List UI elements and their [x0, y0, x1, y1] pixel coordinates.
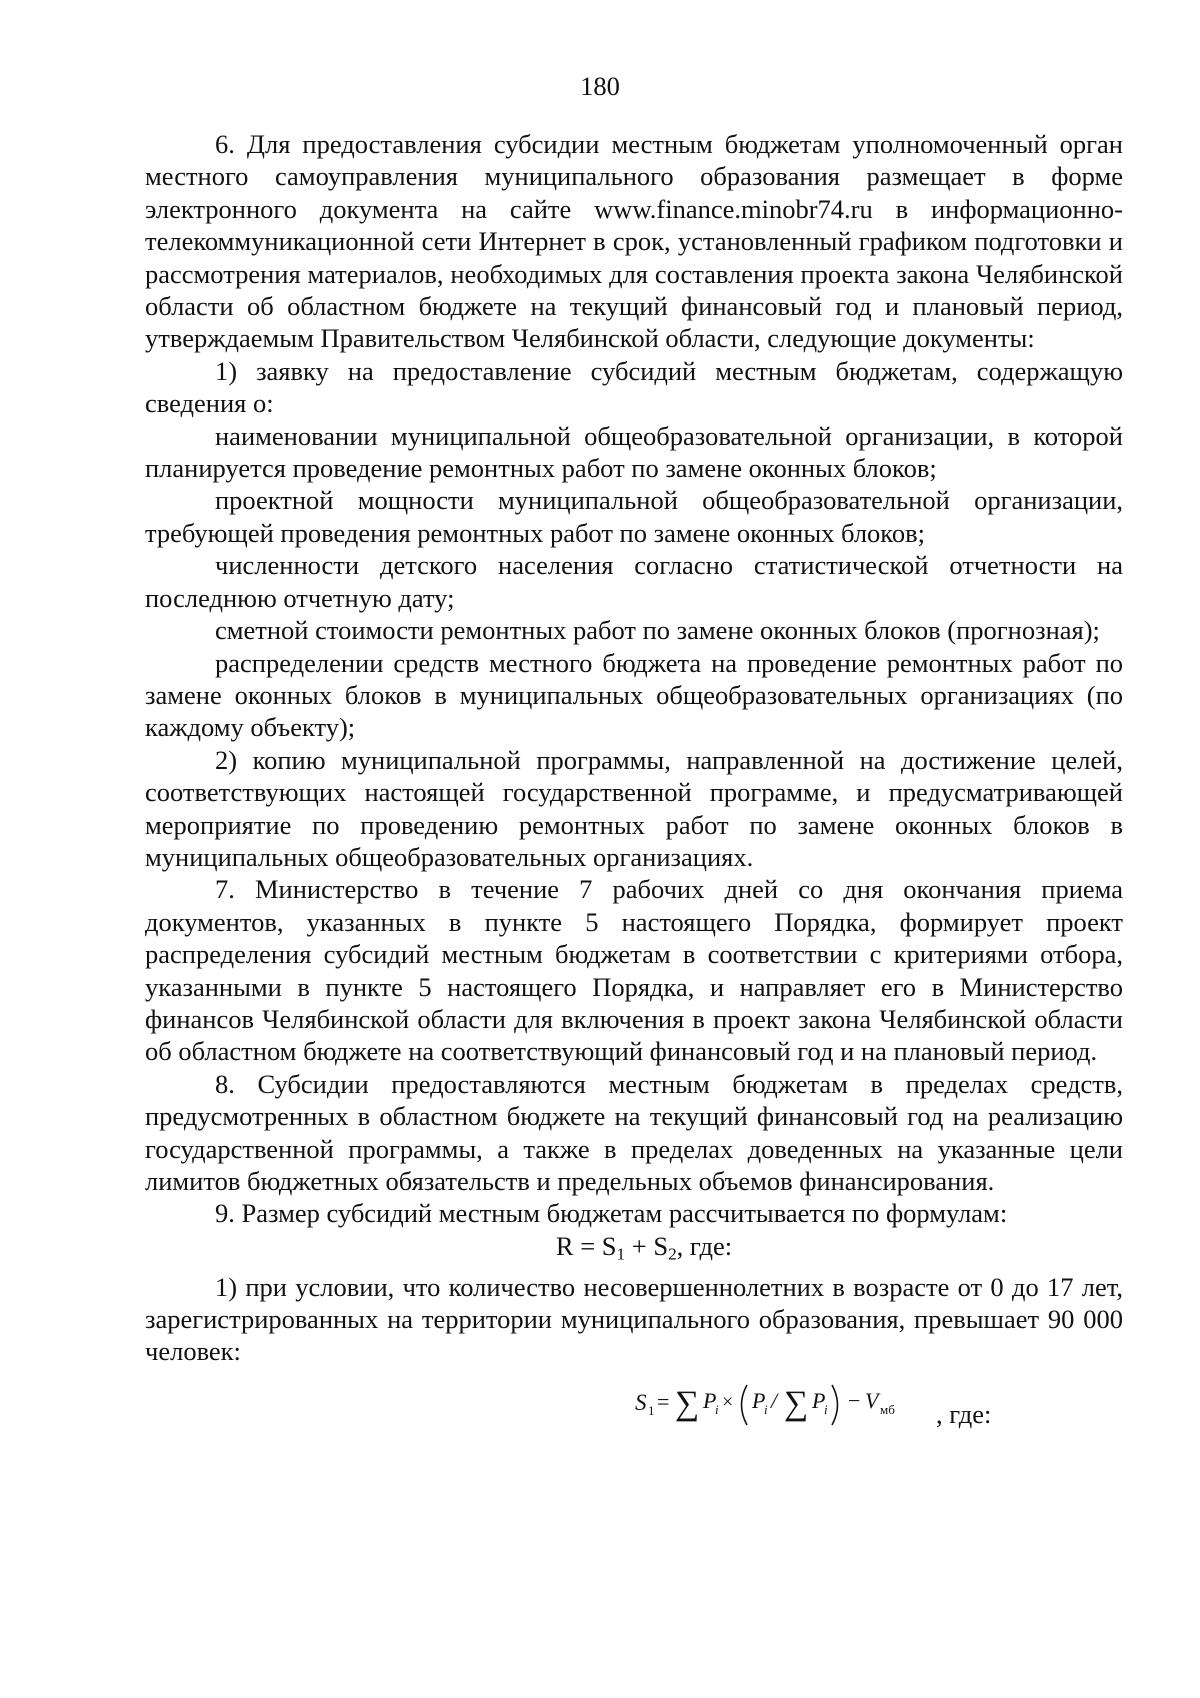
p-symbol-1: P	[703, 1387, 717, 1413]
paragraph-7: 7. Министерство в течение 7 рабочих дней со дня окончания приема документов, указанных в пункте 5 настоящего Порядка, формирует проект распределения субсидий местным бюджетам в соответствии с критериями отбора, указанными в пункте 5 настоящего Порядка, и направляет его в Министерство финансов Челябинской области для включения в проект закона Челябинской области об областном бюджете на соответствующий финансовый год и на плановый период.	[145, 874, 1123, 1067]
sum-sign-1: ∑	[675, 1384, 700, 1422]
division-slash: /	[771, 1387, 778, 1413]
v-symbol: V	[865, 1387, 879, 1413]
right-parenthesis	[832, 1385, 838, 1425]
s1-subscript: 1	[648, 1402, 655, 1418]
paragraph-item-2: 2) копию муниципальной программы, направленной на достижение целей, соответствующих настоящей государственной программе, и предусматривающей мероприятие по проведению ремонтных работ по замене оконных блоков в муниципальных общеобразовательных организациях.	[145, 744, 1123, 872]
formula-r-tail: , где:	[676, 1230, 733, 1261]
formula-r-sub2: 2	[668, 1244, 677, 1264]
paragraph-condition-1: 1) при условии, что количество несовершеннолетних в возрасте от 0 до 17 лет, зарегистрированных на территории муниципального образования, превышает 90 000 человек:	[145, 1271, 1123, 1367]
paragraph-item-1: 1) заявку на предоставление субсидий местным бюджетам, содержащую сведения о:	[145, 355, 1123, 419]
paragraph-design-capacity: проектной мощности муниципальной общеобразовательной организации, требующей проведения ремонтных работ по замене оконных блоков;	[145, 485, 1123, 548]
v-subscript: мб	[880, 1401, 895, 1417]
paragraph-8: 8. Субсидии предоставляются местным бюджетам в пределах средств, предусмотренных в областном бюджете на текущий финансовый год на реализацию государственной программы, а также в пределах доведенных на указанные цели лимитов бюджетных обязательств и предельных объемов финансирования.	[145, 1068, 1123, 1196]
formula-r	[145, 1230, 1123, 1271]
formula-r-plus: + S	[625, 1230, 669, 1261]
p-symbol-2: P	[752, 1387, 766, 1413]
paragraph-9: 9. Размер субсидий местным бюджетам рассчитывается по формулам:	[215, 1198, 1008, 1229]
minus-sign: −	[848, 1387, 861, 1413]
formula-s1-expression	[635, 1372, 935, 1435]
page-number: 180	[580, 71, 620, 101]
formula-r-lhs: R = S	[555, 1230, 617, 1261]
p-index-2: i	[764, 1401, 768, 1417]
paragraph-estimated-cost: сметной стоимости ремонтных работ по замене оконных блоков (прогнозная);	[215, 615, 1100, 646]
paragraph-school-name: наименовании муниципальной общеобразовательной организации, в которой планируется проведение ремонтных работ по замене оконных блоков;	[145, 420, 1123, 484]
sum-sign-2: ∑	[784, 1384, 809, 1422]
p-symbol-3: P	[812, 1387, 826, 1413]
left-parenthesis	[742, 1385, 748, 1425]
paragraph-child-population: численности детского населения согласно статистической отчетности на последнюю отчетную дату;	[145, 550, 1123, 613]
formula-r-sub1: 1	[616, 1244, 626, 1264]
document-body	[145, 128, 1123, 1442]
formula-s1	[145, 1368, 1123, 1442]
paragraph-budget-distribution: распределении средств местного бюджета на проведение ремонтных работ по замене оконных блоков в муниципальных общеобразовательных организациях (по каждому объекту);	[145, 647, 1123, 743]
paragraph-6: 6. Для предоставления субсидии местным бюджетам уполномоченный орган местного самоуправления муниципального образования размещает в форме электронного документа на сайте www.finance.minobr74.ru в информационно-телекоммуникационной сети Интернет в срок, установленный графиком подготовки и рассмотрения материалов, необходимых для составления проекта закона Челябинской области об областном бюджете на текущий финансовый год и плановый период, утверждаемым Правительством Челябинской области, следующие документы:	[145, 129, 1123, 354]
formula-s1-where: , где:	[936, 1398, 992, 1429]
p-index-1: i	[715, 1401, 719, 1417]
times-sign: ×	[722, 1390, 734, 1413]
p-index-3: i	[824, 1401, 828, 1417]
s1-equals: =	[657, 1388, 670, 1414]
s1-symbol: S	[635, 1389, 647, 1415]
